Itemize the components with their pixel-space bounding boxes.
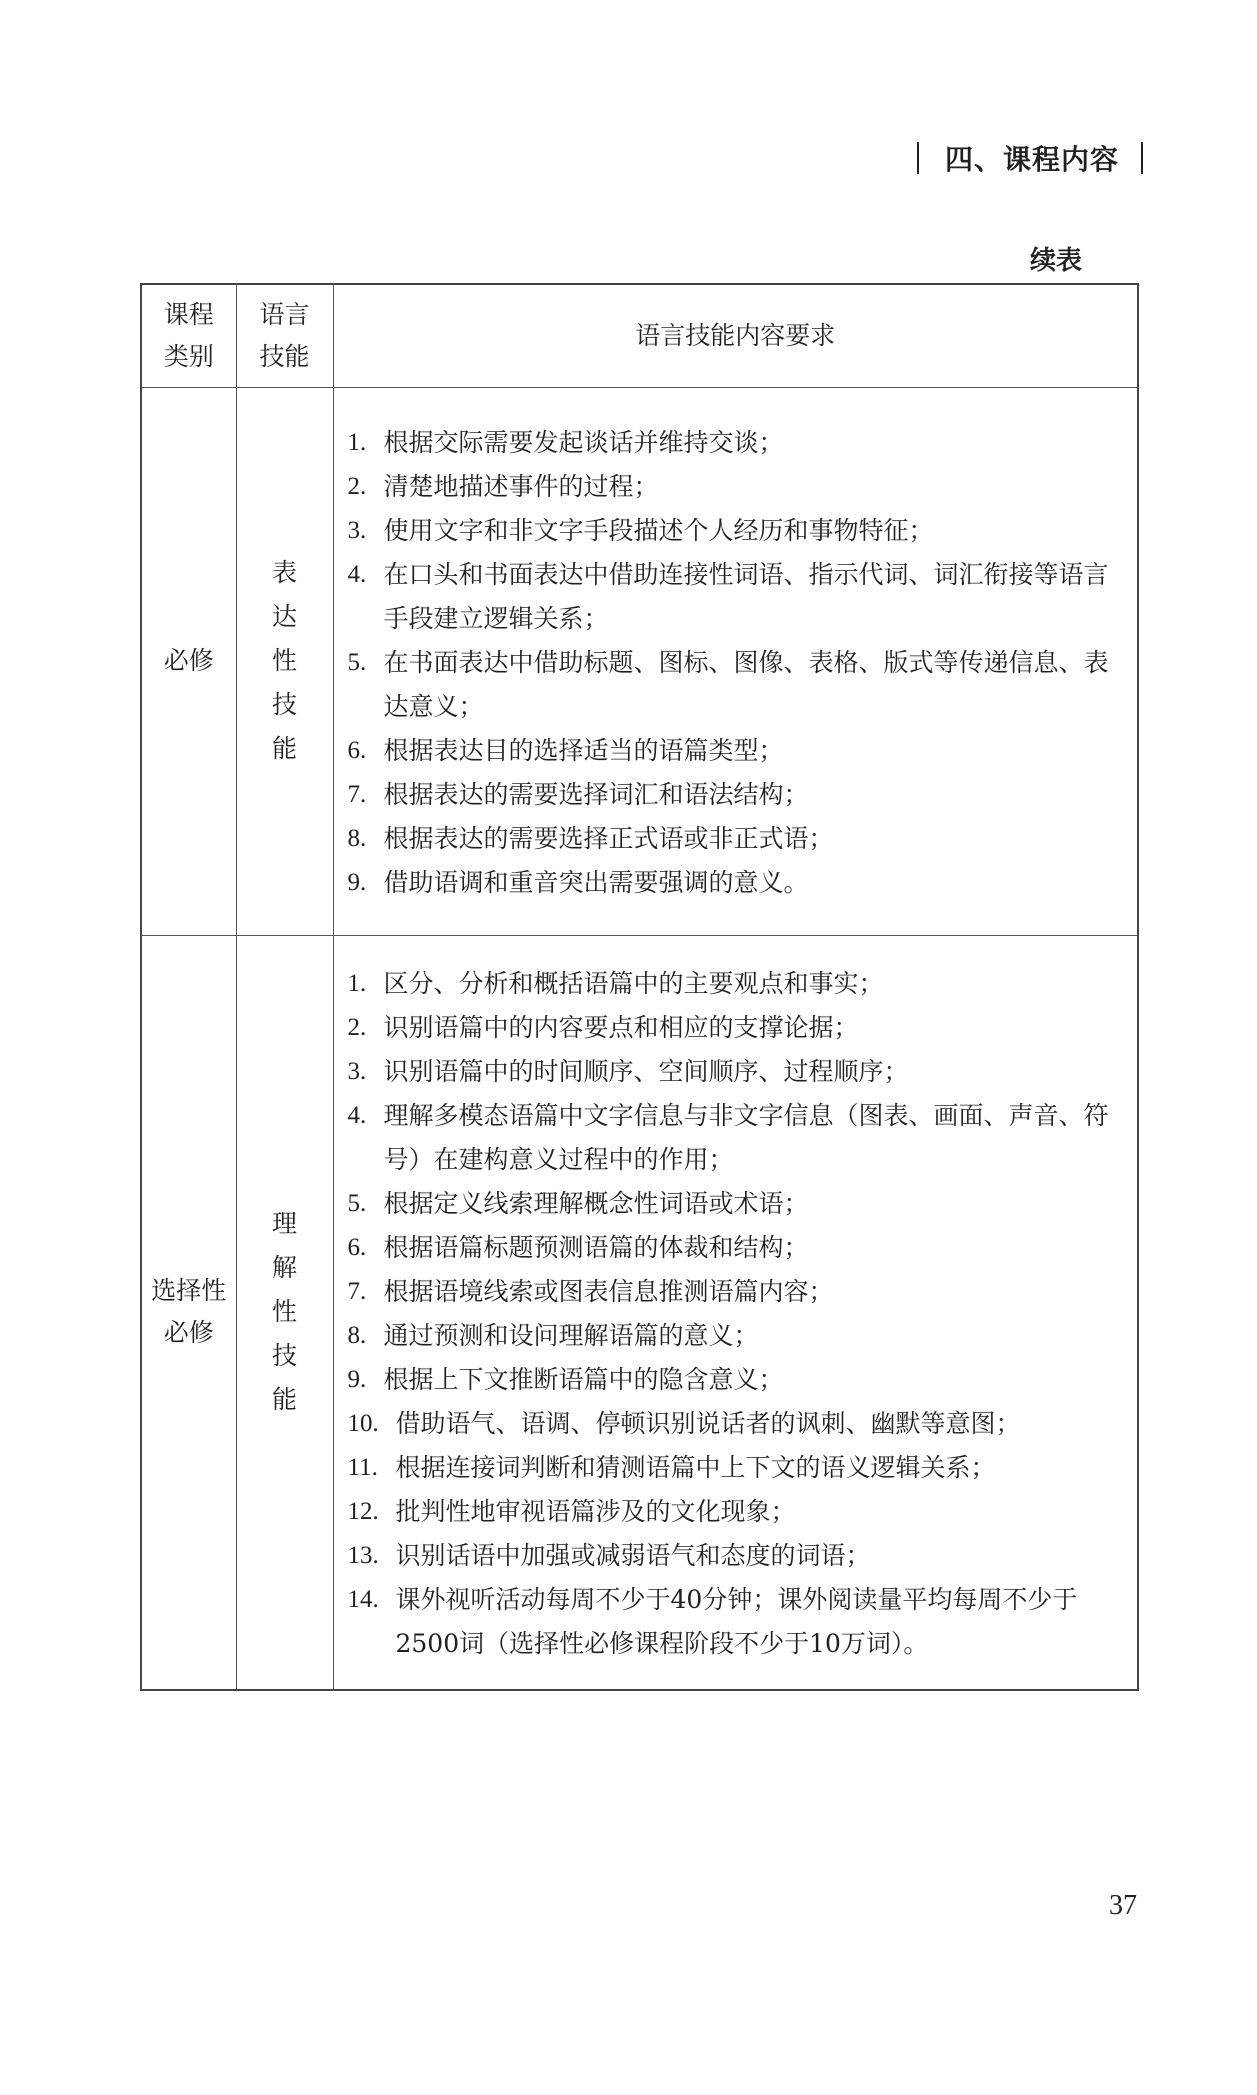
list-item: [348, 1270, 1124, 1314]
requirements-cell: [333, 387, 1138, 935]
list-item: [348, 553, 1124, 641]
item-number: 4.: [347, 560, 367, 588]
header-rule-left: [917, 142, 919, 174]
item-number: 7.: [347, 780, 367, 808]
item-number: 5.: [347, 1189, 367, 1217]
skill-char: 理: [271, 1209, 297, 1239]
list-item: [348, 1182, 1124, 1226]
item-text: 在口头和书面表达中借助连接性词语、指示代词、词汇衔接等语言手段建立逻辑关系；: [383, 559, 1109, 633]
item-text: 根据表达的需要选择词汇和语法结构；: [383, 779, 809, 809]
item-number: 4.: [347, 1101, 367, 1129]
skill-char: 解: [271, 1253, 297, 1283]
item-text: 根据上下文推断语篇中的隐含意义；: [383, 1364, 784, 1394]
content-table: [140, 283, 1139, 1691]
category-line: 必修: [163, 1318, 214, 1348]
item-number: 3.: [347, 516, 367, 544]
category-line: 选择性: [151, 1276, 227, 1306]
item-text: 根据连接词判断和猜测语篇中上下文的语义逻辑关系；: [395, 1452, 996, 1482]
table-header-row: [141, 284, 1138, 387]
list-item: [348, 1490, 1124, 1534]
list-item: [348, 729, 1124, 773]
requirements-list: [348, 962, 1124, 1666]
header-skill-line: 技能: [259, 341, 310, 371]
item-text: 批判性地审视语篇涉及的文化现象；: [395, 1496, 796, 1526]
table-row: [141, 935, 1138, 1690]
skill-char: 技: [271, 1341, 297, 1371]
list-item: [348, 465, 1124, 509]
list-item: [348, 773, 1124, 817]
header-category-line: 课程: [163, 299, 214, 329]
skill-char: 能: [271, 734, 297, 763]
item-number: 2.: [347, 1013, 367, 1041]
item-text: 通过预测和设问理解语篇的意义；: [383, 1320, 759, 1350]
item-text: 根据定义线索理解概念性词语或术语；: [383, 1188, 809, 1218]
item-number: 14.: [347, 1585, 379, 1613]
list-item: [348, 962, 1124, 1006]
skill-cell: [236, 387, 333, 935]
list-item: [348, 861, 1124, 905]
item-number: 8.: [347, 824, 367, 852]
item-text: 识别语篇中的内容要点和相应的支撑论据；: [383, 1012, 859, 1042]
item-number: 11.: [347, 1453, 378, 1481]
continued-label: 续表: [1029, 246, 1082, 276]
list-item: [348, 1050, 1124, 1094]
list-item: [348, 1402, 1124, 1446]
item-number: 2.: [347, 472, 367, 500]
item-text: 根据语境线索或图表信息推测语篇内容；: [383, 1276, 834, 1306]
skill-char: 能: [271, 1385, 297, 1415]
table-row: [141, 387, 1138, 935]
section-title: 四、课程内容: [944, 143, 1119, 176]
skill-char: 性: [271, 1297, 297, 1327]
skill-char: 技: [271, 690, 297, 719]
list-item: [348, 509, 1124, 553]
item-number: 10.: [347, 1409, 379, 1437]
item-number: 9.: [347, 868, 367, 896]
category-cell: 必修: [141, 387, 236, 935]
item-text: 根据语篇标题预测语篇的体裁和结构；: [383, 1232, 809, 1262]
item-number: 7.: [347, 1277, 367, 1305]
item-text: 使用文字和非文字手段描述个人经历和事物特征；: [383, 515, 934, 545]
page-number: 37: [1109, 1890, 1137, 1921]
item-text: 根据表达目的选择适当的语篇类型；: [383, 735, 784, 765]
item-number: 1.: [347, 428, 367, 456]
list-item: [348, 1446, 1124, 1490]
item-text: 清楚地描述事件的过程；: [383, 471, 659, 501]
list-item: [348, 1094, 1124, 1182]
item-text: 区分、分析和概括语篇中的主要观点和事实；: [383, 968, 884, 998]
list-item: [348, 421, 1124, 465]
item-number: 13.: [347, 1541, 379, 1569]
header-category-line: 类别: [163, 341, 214, 371]
item-number: 3.: [347, 1057, 367, 1085]
item-number: 9.: [347, 1365, 367, 1393]
item-text: 识别话语中加强或减弱语气和态度的词语；: [395, 1540, 871, 1570]
header-rule-right: [1141, 142, 1143, 174]
item-number: 12.: [347, 1497, 379, 1525]
item-number: 6.: [347, 1233, 367, 1261]
item-number: 6.: [347, 736, 367, 764]
skill-char: 性: [271, 646, 297, 675]
list-item: [348, 1358, 1124, 1402]
list-item: [348, 817, 1124, 861]
item-text: 识别语篇中的时间顺序、空间顺序、过程顺序；: [383, 1056, 909, 1086]
skill-cell: [236, 935, 333, 1690]
header-category: [141, 284, 236, 387]
item-text: 理解多模态语篇中文字信息与非文字信息（图表、画面、声音、符号）在建构意义过程中的作用；: [383, 1100, 1109, 1174]
list-item: [348, 1578, 1124, 1666]
item-number: 8.: [347, 1321, 367, 1349]
list-item: [348, 641, 1124, 729]
item-text: 根据表达的需要选择正式语或非正式语；: [383, 823, 834, 853]
header-requirements: 语言技能内容要求: [333, 284, 1138, 387]
skill-char: 达: [271, 602, 297, 631]
list-item: [348, 1314, 1124, 1358]
requirements-list: [348, 421, 1124, 905]
list-item: [348, 1006, 1124, 1050]
item-text: 课外视听活动每周不少于40分钟；课外阅读量平均每周不少于2500词（选择性必修课程阶段不少于10万词）。: [395, 1584, 1078, 1658]
list-item: [348, 1534, 1124, 1578]
skill-char: 表: [271, 558, 297, 587]
item-text: 在书面表达中借助标题、图标、图像、表格、版式等传递信息、表达意义；: [383, 647, 1109, 721]
list-item: [348, 1226, 1124, 1270]
item-text: 借助语调和重音突出需要强调的意义。: [383, 867, 809, 897]
item-text: 借助语气、语调、停顿识别说话者的讽刺、幽默等意图；: [395, 1408, 1021, 1438]
item-text: 根据交际需要发起谈话并维持交谈；: [383, 427, 784, 457]
header-skill: [236, 284, 333, 387]
category-cell: [141, 935, 236, 1690]
requirements-cell: [333, 935, 1138, 1690]
header-skill-line: 语言: [259, 299, 310, 329]
item-number: 1.: [347, 969, 367, 997]
running-header: [917, 138, 1143, 178]
item-number: 5.: [347, 648, 367, 676]
